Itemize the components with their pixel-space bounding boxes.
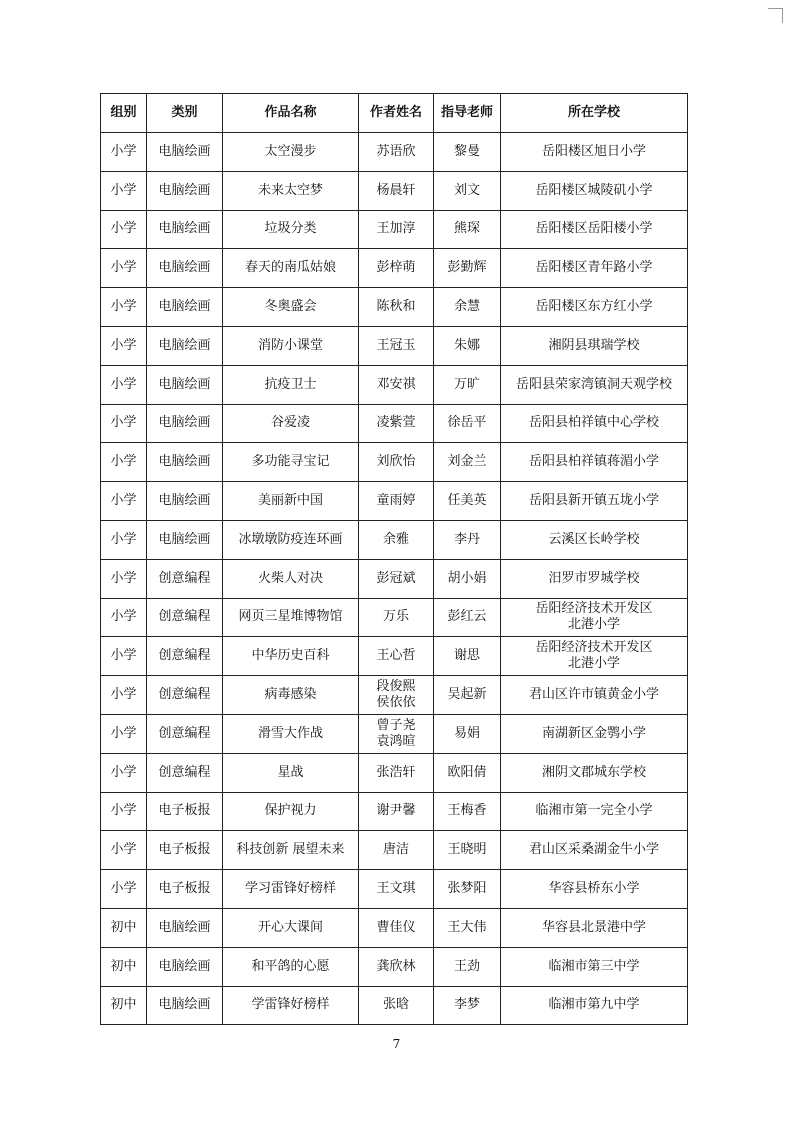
cell-school-line: 岳阳楼区青年路小学 (535, 260, 653, 276)
table-row (101, 326, 688, 365)
cell-author (359, 870, 434, 909)
table-row (101, 482, 688, 521)
cell-category: 创意编程 (147, 753, 223, 792)
cell-author (359, 249, 434, 288)
cell-title-line: 滑雪大作战 (257, 725, 323, 741)
cell-group: 小学 (101, 792, 147, 831)
table-body (101, 133, 688, 1025)
cell-author-line: 侯依依 (376, 695, 416, 711)
cell-teacher: 徐岳平 (434, 404, 501, 443)
cell-school (501, 598, 688, 637)
cell-school-line: 岳阳县新开镇五垅小学 (528, 493, 659, 509)
cell-category: 电子板报 (147, 870, 223, 909)
cell-category: 创意编程 (147, 637, 223, 676)
table-row (101, 986, 688, 1025)
table-row (101, 210, 688, 249)
cell-title (223, 443, 359, 482)
cell-school-line: 汨罗市罗城学校 (548, 570, 640, 586)
cell-title-line: 抗疫卫士 (264, 376, 317, 392)
cell-author-line: 王冠玉 (376, 337, 416, 353)
table-row (101, 637, 688, 676)
table-row (101, 870, 688, 909)
cell-group: 小学 (101, 676, 147, 715)
cell-title-line: 未来太空梦 (257, 182, 323, 198)
cell-category: 电脑绘画 (147, 365, 223, 404)
cell-title (223, 326, 359, 365)
table-row (101, 520, 688, 559)
table-row (101, 792, 688, 831)
cell-school (501, 559, 688, 598)
cell-title (223, 288, 359, 327)
cell-school-line: 岳阳楼区东方红小学 (535, 299, 653, 315)
cell-author (359, 753, 434, 792)
page-number: 7 (392, 1037, 401, 1051)
cell-school-line: 临湘市第三中学 (548, 958, 640, 974)
cell-school (501, 714, 688, 753)
cell-group: 小学 (101, 753, 147, 792)
cell-teacher: 王梅香 (434, 792, 501, 831)
cell-author (359, 210, 434, 249)
cell-category: 电脑绘画 (147, 520, 223, 559)
cell-school-line: 华容县桥东小学 (548, 881, 640, 897)
table-row (101, 365, 688, 404)
cell-category: 电脑绘画 (147, 986, 223, 1025)
cell-author (359, 908, 434, 947)
cell-author (359, 831, 434, 870)
cell-group: 小学 (101, 171, 147, 210)
cell-school-line: 岳阳县柏祥镇蒋湄小学 (528, 454, 659, 470)
cell-author (359, 676, 434, 715)
cell-school (501, 133, 688, 172)
cell-school-line: 湘阴县琪瑞学校 (548, 337, 640, 353)
cell-title-line: 中华历史百科 (251, 648, 330, 664)
cell-school-line: 岳阳楼区旭日小学 (541, 143, 646, 159)
cell-title (223, 210, 359, 249)
table-row (101, 753, 688, 792)
cell-category: 电脑绘画 (147, 908, 223, 947)
cell-category: 电子板报 (147, 831, 223, 870)
cell-author (359, 947, 434, 986)
table-row (101, 249, 688, 288)
cell-teacher: 彭勤辉 (434, 249, 501, 288)
cell-group: 小学 (101, 559, 147, 598)
cell-author-line: 张晗 (382, 997, 409, 1013)
cell-author-line: 王文琪 (376, 881, 416, 897)
cell-school (501, 171, 688, 210)
cell-teacher: 胡小娟 (434, 559, 501, 598)
cell-teacher: 熊琛 (434, 210, 501, 249)
cell-school-line: 岳阳楼区岳阳楼小学 (535, 221, 653, 237)
cell-author (359, 714, 434, 753)
cell-category: 电脑绘画 (147, 171, 223, 210)
cell-title (223, 831, 359, 870)
cell-teacher: 李梦 (434, 986, 501, 1025)
cell-school-line: 岳阳经济技术开发区 (535, 601, 653, 617)
cell-title-line: 科技创新 展望未来 (236, 842, 345, 858)
cell-school-line: 北港小学 (567, 617, 620, 633)
cell-author-line: 邓安祺 (376, 376, 416, 392)
cell-author (359, 326, 434, 365)
cell-title-line: 垃圾分类 (264, 221, 317, 237)
cell-title (223, 249, 359, 288)
cell-category: 创意编程 (147, 598, 223, 637)
cell-group: 小学 (101, 443, 147, 482)
cell-group: 小学 (101, 210, 147, 249)
cell-school-line: 临湘市第九中学 (548, 997, 640, 1013)
cell-school (501, 753, 688, 792)
cell-school-line: 湘阴文郡城东学校 (541, 764, 646, 780)
cell-title (223, 133, 359, 172)
cell-school-line: 华容县北景港中学 (541, 919, 646, 935)
cell-teacher: 余慧 (434, 288, 501, 327)
cell-school (501, 249, 688, 288)
cell-school (501, 365, 688, 404)
cell-group: 小学 (101, 870, 147, 909)
cell-group: 小学 (101, 598, 147, 637)
cell-author (359, 171, 434, 210)
cell-author (359, 986, 434, 1025)
scan-corner-mark (768, 8, 783, 23)
cell-title (223, 559, 359, 598)
cell-school (501, 404, 688, 443)
cell-category: 创意编程 (147, 714, 223, 753)
cell-author-line: 曾子尧 (376, 717, 416, 733)
cell-group: 小学 (101, 714, 147, 753)
cell-teacher: 王晓明 (434, 831, 501, 870)
cell-author-line: 曹佳仪 (376, 919, 416, 935)
cell-author (359, 443, 434, 482)
cell-category: 电脑绘画 (147, 133, 223, 172)
cell-school (501, 831, 688, 870)
table-row (101, 714, 688, 753)
cell-author-line: 谢尹馨 (376, 803, 416, 819)
cell-group: 小学 (101, 249, 147, 288)
cell-teacher: 李丹 (434, 520, 501, 559)
header-group: 组别 (101, 94, 147, 133)
cell-title-line: 冰墩墩防疫连环画 (238, 531, 343, 547)
cell-author (359, 598, 434, 637)
cell-school (501, 210, 688, 249)
cell-title (223, 598, 359, 637)
cell-school-line: 岳阳楼区城陵矶小学 (535, 182, 653, 198)
table-row (101, 404, 688, 443)
cell-title-line: 网页三星堆博物馆 (238, 609, 343, 625)
cell-title-line: 保护视力 (264, 803, 317, 819)
cell-category: 电脑绘画 (147, 288, 223, 327)
cell-group: 初中 (101, 947, 147, 986)
cell-school (501, 443, 688, 482)
awards-table (100, 93, 688, 1025)
cell-author-line: 彭梓萌 (376, 260, 416, 276)
cell-school (501, 792, 688, 831)
cell-category: 电脑绘画 (147, 482, 223, 521)
cell-title (223, 676, 359, 715)
cell-author (359, 288, 434, 327)
cell-author-line: 余雅 (382, 531, 409, 547)
cell-group: 小学 (101, 365, 147, 404)
cell-category: 电脑绘画 (147, 404, 223, 443)
cell-school (501, 482, 688, 521)
cell-category: 电脑绘画 (147, 249, 223, 288)
cell-title-line: 太空漫步 (264, 143, 317, 159)
cell-teacher: 王劲 (434, 947, 501, 986)
cell-title-line: 火柴人对决 (257, 570, 323, 586)
cell-school-line: 岳阳县柏祥镇中心学校 (528, 415, 659, 431)
cell-teacher: 刘文 (434, 171, 501, 210)
cell-teacher: 任美英 (434, 482, 501, 521)
cell-group: 小学 (101, 288, 147, 327)
cell-title (223, 404, 359, 443)
cell-school (501, 676, 688, 715)
cell-category: 电脑绘画 (147, 326, 223, 365)
cell-group: 小学 (101, 482, 147, 521)
table-row (101, 133, 688, 172)
table-row (101, 171, 688, 210)
cell-group: 小学 (101, 326, 147, 365)
header-category: 类别 (147, 94, 223, 133)
cell-category: 创意编程 (147, 559, 223, 598)
cell-group: 小学 (101, 637, 147, 676)
cell-title (223, 753, 359, 792)
cell-teacher: 吴起新 (434, 676, 501, 715)
cell-school-line: 君山区采桑湖金牛小学 (528, 842, 659, 858)
cell-author-line: 张浩轩 (376, 764, 416, 780)
cell-title (223, 637, 359, 676)
cell-author (359, 559, 434, 598)
cell-title (223, 870, 359, 909)
cell-title (223, 714, 359, 753)
table-row (101, 831, 688, 870)
cell-school-line: 云溪区长岭学校 (548, 531, 640, 547)
table-row (101, 443, 688, 482)
cell-title-line: 学雷锋好榜样 (251, 997, 330, 1013)
cell-author (359, 133, 434, 172)
cell-teacher: 易娟 (434, 714, 501, 753)
cell-title-line: 病毒感染 (264, 687, 317, 703)
cell-author-line: 童雨婷 (376, 493, 416, 509)
cell-author-line: 唐洁 (382, 842, 409, 858)
cell-school-line: 岳阳经济技术开发区 (535, 640, 653, 656)
cell-title-line: 星战 (277, 764, 304, 780)
cell-author-line: 龚欣林 (376, 958, 416, 974)
cell-title-line: 和平鸽的心愿 (251, 958, 330, 974)
cell-title-line: 消防小课堂 (257, 337, 323, 353)
cell-author-line: 袁鸿暄 (376, 733, 416, 749)
cell-title (223, 908, 359, 947)
table-row (101, 559, 688, 598)
cell-group: 初中 (101, 986, 147, 1025)
cell-title (223, 947, 359, 986)
cell-author-line: 杨晨轩 (376, 182, 416, 198)
cell-school-line: 岳阳县荣家湾镇洞天观学校 (515, 376, 672, 392)
cell-school (501, 520, 688, 559)
header-school: 所在学校 (501, 94, 688, 133)
cell-author (359, 404, 434, 443)
cell-title (223, 792, 359, 831)
header-teacher: 指导老师 (434, 94, 501, 133)
header-row (101, 94, 688, 133)
header-title: 作品名称 (223, 94, 359, 133)
table-row (101, 908, 688, 947)
cell-author-line: 苏语欣 (376, 143, 416, 159)
cell-category: 电子板报 (147, 792, 223, 831)
cell-school-line: 南湖新区金鹗小学 (541, 725, 646, 741)
cell-author (359, 637, 434, 676)
cell-author (359, 365, 434, 404)
cell-author (359, 792, 434, 831)
cell-teacher: 黎曼 (434, 133, 501, 172)
cell-category: 创意编程 (147, 676, 223, 715)
cell-author-line: 陈秋和 (376, 299, 416, 315)
cell-author-line: 万乐 (382, 609, 409, 625)
cell-school (501, 870, 688, 909)
cell-group: 小学 (101, 520, 147, 559)
cell-title-line: 春天的南瓜姑娘 (244, 260, 336, 276)
cell-author (359, 482, 434, 521)
cell-author-line: 凌紫萱 (376, 415, 416, 431)
cell-teacher: 彭红云 (434, 598, 501, 637)
cell-title-line: 冬奥盛会 (264, 299, 317, 315)
cell-teacher: 王大伟 (434, 908, 501, 947)
table-row (101, 676, 688, 715)
cell-teacher: 谢思 (434, 637, 501, 676)
cell-group: 小学 (101, 831, 147, 870)
cell-title-line: 学习雷锋好榜样 (244, 881, 336, 897)
cell-author-line: 王加淳 (376, 221, 416, 237)
cell-author (359, 520, 434, 559)
cell-group: 初中 (101, 908, 147, 947)
cell-school-line: 君山区许市镇黄金小学 (528, 687, 659, 703)
cell-title (223, 986, 359, 1025)
cell-school (501, 326, 688, 365)
cell-title (223, 482, 359, 521)
table-row (101, 598, 688, 637)
cell-school (501, 986, 688, 1025)
cell-group: 小学 (101, 404, 147, 443)
cell-category: 电脑绘画 (147, 443, 223, 482)
cell-school-line: 临湘市第一完全小学 (535, 803, 653, 819)
cell-category: 电脑绘画 (147, 947, 223, 986)
cell-title (223, 365, 359, 404)
cell-category: 电脑绘画 (147, 210, 223, 249)
cell-teacher: 张梦阳 (434, 870, 501, 909)
cell-group: 小学 (101, 133, 147, 172)
cell-title-line: 开心大课间 (257, 919, 323, 935)
cell-teacher: 朱娜 (434, 326, 501, 365)
cell-title-line: 美丽新中国 (257, 493, 323, 509)
cell-title (223, 171, 359, 210)
cell-school (501, 908, 688, 947)
table-row (101, 288, 688, 327)
cell-teacher: 欧阳倩 (434, 753, 501, 792)
cell-title-line: 谷爱凌 (270, 415, 310, 431)
cell-school-line: 北港小学 (567, 656, 620, 672)
header-author: 作者姓名 (359, 94, 434, 133)
cell-title-line: 多功能寻宝记 (251, 454, 330, 470)
cell-teacher: 万旷 (434, 365, 501, 404)
cell-author-line: 王心哲 (376, 648, 416, 664)
cell-author-line: 刘欣怡 (376, 454, 416, 470)
table-row (101, 947, 688, 986)
cell-author-line: 彭冠斌 (376, 570, 416, 586)
cell-school (501, 637, 688, 676)
cell-school (501, 288, 688, 327)
cell-teacher: 刘金兰 (434, 443, 501, 482)
cell-title (223, 520, 359, 559)
cell-school (501, 947, 688, 986)
cell-author-line: 段俊熙 (376, 679, 416, 695)
